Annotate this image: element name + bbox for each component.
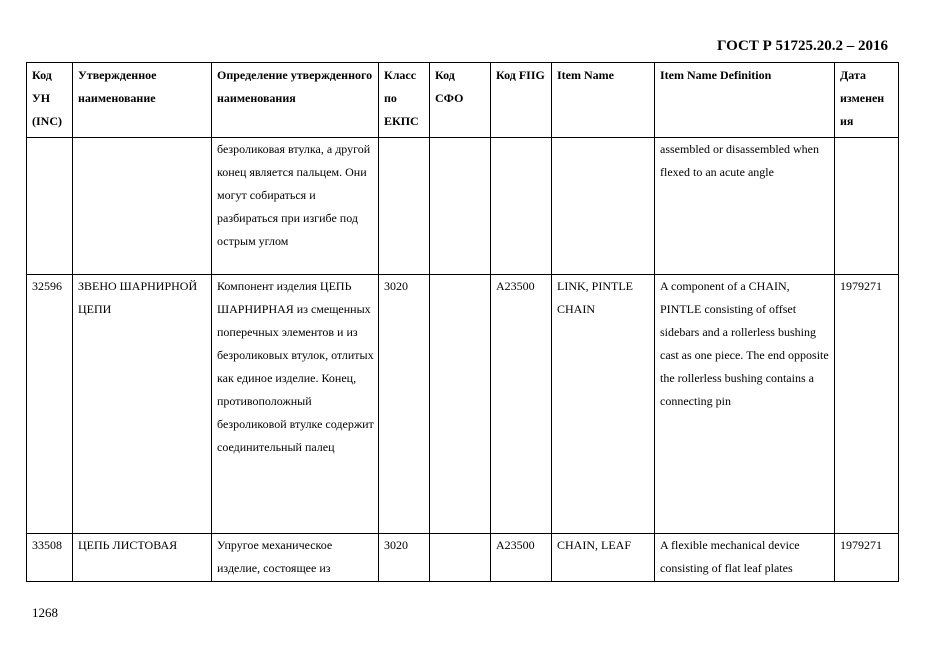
item-name-cell: [552, 138, 655, 275]
definition-en-cell: A flexible mechanical device consisting of flat leaf plates: [655, 534, 835, 582]
column-header: Код УН (INC): [27, 63, 73, 138]
fiig-cell: [491, 138, 552, 275]
column-header: Определение утвержденного наименования: [212, 63, 379, 138]
classification-table: [26, 62, 899, 582]
column-header: Код FIIG: [491, 63, 552, 138]
table-row: [27, 138, 899, 275]
fiig-cell: A23500: [491, 275, 552, 534]
definition-en-cell: assembled or disassembled when flexed to an acute angle: [655, 138, 835, 275]
class-cell: 3020: [379, 534, 430, 582]
class-cell: 3020: [379, 275, 430, 534]
column-header: Класс по ЕКПС: [379, 63, 430, 138]
standard-title: ГОСТ Р 51725.20.2 – 2016: [716, 38, 888, 54]
name-ru-cell: [73, 138, 212, 275]
sfo-cell: [430, 275, 491, 534]
definition-ru-cell: безроликовая втулка, а другой конец является пальцем. Они могут собираться и разбираться при изгибе под острым углом: [212, 138, 379, 275]
table-row: [27, 534, 899, 582]
definition-en-cell: A component of a CHAIN, PINTLE consisting of offset sidebars and a rollerless bushing cast as one piece. The end opposite the rollerless bushing contains a connecting pin: [655, 275, 835, 534]
definition-ru-cell: Компонент изделия ЦЕПЬ ШАРНИРНАЯ из смещенных поперечных элементов и из безроликовых втулок, отлитых как единое изделие. Конец, противоположный безроликовой втулке содержит соединительный палец: [212, 275, 379, 534]
date-cell: [835, 138, 899, 275]
item-name-cell: CHAIN, LEAF: [552, 534, 655, 582]
table-header-row: [27, 63, 899, 138]
item-name-cell: LINK, PINTLE CHAIN: [552, 275, 655, 534]
column-header: Утвержденное наименование: [73, 63, 212, 138]
page-number: 1268: [32, 605, 58, 620]
name-ru-cell: ЗВЕНО ШАРНИРНОЙ ЦЕПИ: [73, 275, 212, 534]
column-header: Код СФО: [430, 63, 491, 138]
name-ru-cell: ЦЕПЬ ЛИСТОВАЯ: [73, 534, 212, 582]
date-cell: 1979271: [835, 275, 899, 534]
date-cell: 1979271: [835, 534, 899, 582]
sfo-cell: [430, 534, 491, 582]
inc-cell: [27, 138, 73, 275]
class-cell: [379, 138, 430, 275]
inc-cell: 33508: [27, 534, 73, 582]
column-header: Item Name: [552, 63, 655, 138]
fiig-cell: A23500: [491, 534, 552, 582]
sfo-cell: [430, 138, 491, 275]
inc-cell: 32596: [27, 275, 73, 534]
column-header: Item Name Definition: [655, 63, 835, 138]
table-row: [27, 275, 899, 534]
column-header: Дата изменен ия: [835, 63, 899, 138]
definition-ru-cell: Упругое механическое изделие, состоящее из: [212, 534, 379, 582]
